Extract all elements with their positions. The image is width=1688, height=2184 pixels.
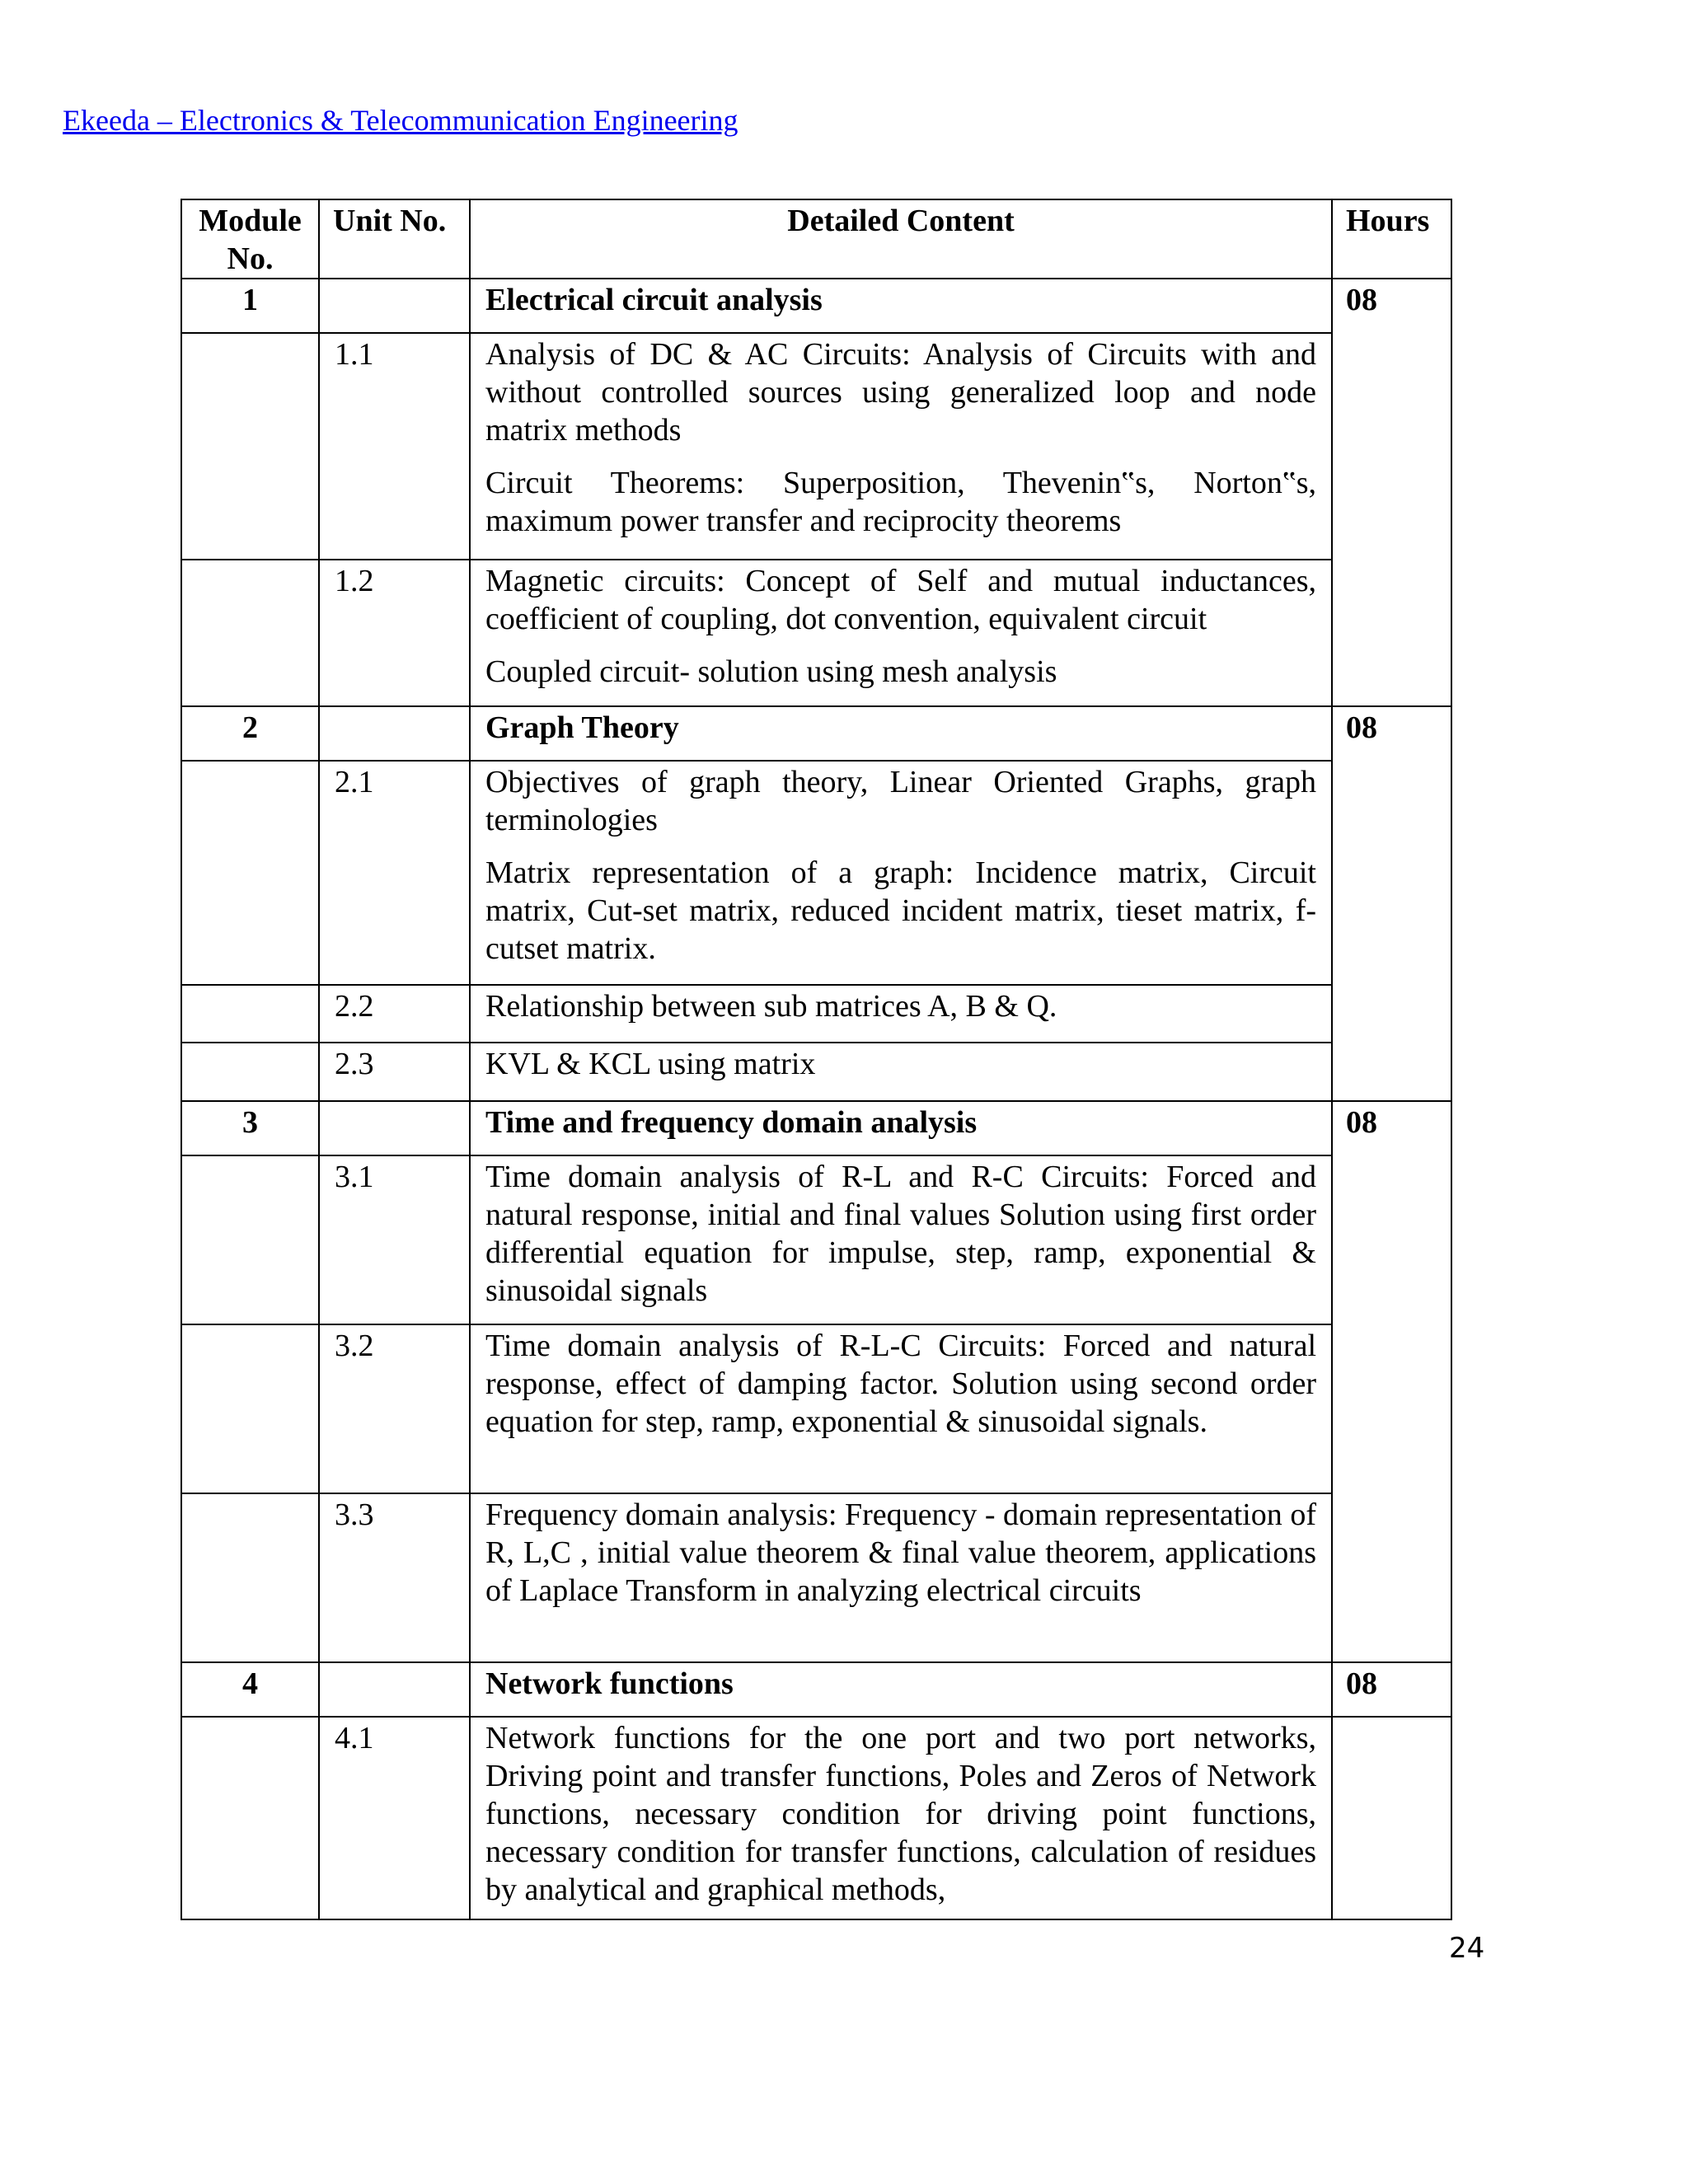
empty-cell: [319, 706, 470, 761]
unit-paragraph: Time domain analysis of R-L and R-C Circuits: Forced and natural response, initial and final values Solution using first order differential equation for impulse, step, ramp, exponential & sinusoidal signals: [485, 1160, 1316, 1308]
module-number: 1: [181, 279, 319, 333]
unit-number: 1.1: [319, 333, 470, 560]
empty-cell: [181, 1493, 319, 1662]
module-title: Electrical circuit analysis: [470, 279, 1332, 333]
empty-cell: [319, 279, 470, 333]
empty-cell: [319, 1662, 470, 1717]
unit-number: 3.2: [319, 1324, 470, 1493]
unit-content: [470, 1717, 1332, 1919]
unit-paragraph: Relationship between sub matrices A, B & Q.: [485, 989, 1057, 1024]
unit-content: [470, 1324, 1332, 1493]
unit-paragraph: Coupled circuit- solution using mesh analysis: [485, 654, 1057, 689]
unit-row: [181, 985, 1451, 1043]
unit-paragraph: Circuit Theorems: Superposition, Thevenin‟s, Norton‟s, maximum power transfer and reciprocity theorems: [485, 466, 1316, 538]
module-hours: 08: [1332, 279, 1451, 706]
unit-content: [470, 1493, 1332, 1662]
unit-content: [470, 560, 1332, 706]
unit-paragraph: Matrix representation of a graph: Incidence matrix, Circuit matrix, Cut-set matrix, reduced incident matrix, tieset matrix, f-cutset matrix.: [485, 855, 1316, 966]
empty-cell: [181, 560, 319, 706]
unit-number: 2.2: [319, 985, 470, 1043]
module-number: 4: [181, 1662, 319, 1717]
module-hours: 08: [1332, 1101, 1451, 1662]
unit-number: 4.1: [319, 1717, 470, 1919]
unit-paragraph: KVL & KCL using matrix: [485, 1047, 816, 1081]
column-header-hours: Hours: [1332, 199, 1451, 279]
unit-row: [181, 1324, 1451, 1493]
empty-cell: [181, 985, 319, 1043]
empty-cell: [181, 333, 319, 560]
unit-paragraph: Frequency domain analysis: Frequency - domain representation of R, L,C , initial value theorem & final value theorem, applications of Laplace Transform in analyzing electrical circuits: [485, 1497, 1316, 1608]
empty-cell: [181, 1324, 319, 1493]
module-title: Time and frequency domain analysis: [470, 1101, 1332, 1155]
unit-paragraph: Analysis of DC & AC Circuits: Analysis of Circuits with and without controlled sources using generalized loop and node matrix methods: [485, 337, 1316, 448]
unit-number: 3.3: [319, 1493, 470, 1662]
unit-row: [181, 560, 1451, 706]
unit-content: [470, 1043, 1332, 1101]
unit-number: 1.2: [319, 560, 470, 706]
syllabus-table: [181, 199, 1452, 1920]
empty-cell: [181, 761, 319, 985]
empty-cell: [181, 1155, 319, 1324]
unit-row: [181, 1493, 1451, 1662]
unit-paragraph: Objectives of graph theory, Linear Oriented Graphs, graph terminologies: [485, 765, 1316, 837]
unit-row: [181, 1155, 1451, 1324]
column-header-module: Module No.: [181, 199, 319, 279]
unit-content: [470, 333, 1332, 560]
unit-row: [181, 333, 1451, 560]
unit-row: [181, 1043, 1451, 1101]
module-hours: 08: [1332, 706, 1451, 1101]
module-number: 2: [181, 706, 319, 761]
module-title: Graph Theory: [470, 706, 1332, 761]
empty-cell: [181, 1043, 319, 1101]
unit-number: 2.3: [319, 1043, 470, 1101]
header-link[interactable]: Ekeeda – Electronics & Telecommunication Engineering: [63, 104, 738, 137]
unit-number: 2.1: [319, 761, 470, 985]
module-number: 3: [181, 1101, 319, 1155]
module-row: [181, 1101, 1451, 1155]
table-header-row: [181, 199, 1451, 279]
unit-row: [181, 1717, 1451, 1919]
module-row: [181, 279, 1451, 333]
module-row: [181, 706, 1451, 761]
page-number: 24: [1449, 1932, 1485, 1965]
module-title: Network functions: [470, 1662, 1332, 1717]
column-header-content: Detailed Content: [470, 199, 1332, 279]
column-header-unit: Unit No.: [319, 199, 470, 279]
empty-cell: [1332, 1717, 1451, 1919]
unit-paragraph: Time domain analysis of R-L-C Circuits: Forced and natural response, effect of damping factor. Solution using second order equation for step, ramp, exponential & sinusoidal signals.: [485, 1329, 1316, 1439]
unit-content: [470, 985, 1332, 1043]
unit-row: [181, 761, 1451, 985]
unit-number: 3.1: [319, 1155, 470, 1324]
empty-cell: [181, 1717, 319, 1919]
module-row: [181, 1662, 1451, 1717]
unit-paragraph: Magnetic circuits: Concept of Self and mutual inductances, coefficient of coupling, dot convention, equivalent circuit: [485, 564, 1316, 636]
empty-cell: [319, 1101, 470, 1155]
unit-content: [470, 761, 1332, 985]
unit-content: [470, 1155, 1332, 1324]
unit-paragraph: Network functions for the one port and two port networks, Driving point and transfer functions, Poles and Zeros of Network functions, necessary condition for driving point functions, necessary condition for transfer functions, calculation of residues by analytical and graphical methods,: [485, 1721, 1316, 1907]
module-hours: 08: [1332, 1662, 1451, 1717]
